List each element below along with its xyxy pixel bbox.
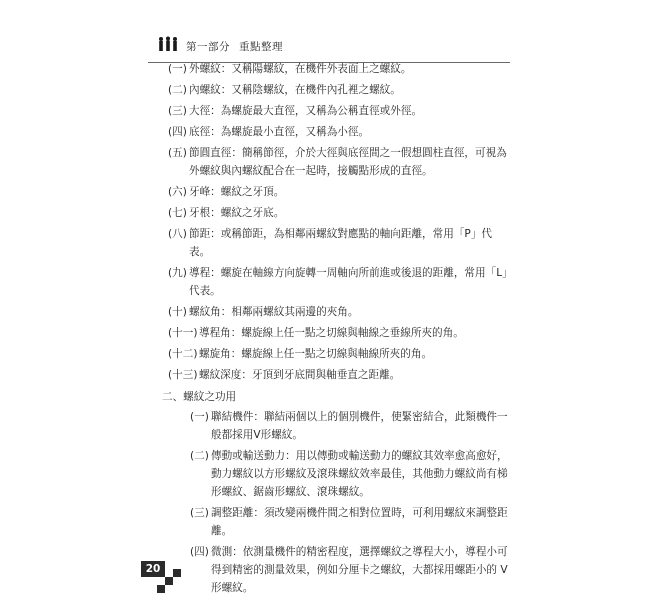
- header-part: 第一部分: [186, 41, 230, 53]
- section-heading: 二、螺紋之功用: [162, 391, 237, 403]
- item-text: 節距：或稱節距，為相鄰兩螺紋對應點的軸向距離，常用「P」代表。: [189, 228, 493, 258]
- decorative-square: [165, 577, 173, 585]
- header-text: [186, 39, 283, 54]
- list-item: [190, 543, 508, 597]
- list-item: [168, 324, 508, 342]
- item-text: 牙根：螺紋之牙底。: [189, 207, 285, 219]
- list-item: [190, 408, 508, 444]
- item-text: 聯結機件：聯結兩個以上的個別機件，使緊密結合，此類機件一般都採用V形螺紋。: [211, 411, 508, 441]
- people-icon: [158, 36, 178, 52]
- list-item: [168, 204, 508, 222]
- item-text: 內螺紋：又稱陰螺紋，在機件內孔裡之螺紋。: [189, 84, 401, 96]
- item-number: (八): [168, 228, 187, 240]
- item-number: (十一): [168, 327, 198, 339]
- header-title: 重點整理: [239, 41, 283, 53]
- list-item: [168, 102, 508, 120]
- item-number: (十): [168, 306, 187, 318]
- item-text: 導程：螺旋在軸線方向旋轉一周軸向所前進或後退的距離，常用「L」代表。: [189, 267, 508, 297]
- item-number: (四): [168, 126, 187, 138]
- list-item: [168, 303, 508, 321]
- item-number: (二): [190, 450, 209, 462]
- item-text: 大徑：為螺旋最大直徑，又稱為公稱直徑或外徑。: [189, 105, 423, 117]
- item-text: 調整距離：須改變兩機件間之相對位置時，可利用螺紋來調整距離。: [211, 507, 508, 537]
- item-text: 節圓直徑：簡稱節徑，介於大徑與底徑間之一假想圓柱直徑，可視為外螺紋與內螺紋配合在一起時，接觸點形成的直徑。: [189, 147, 507, 177]
- item-number: (五): [168, 147, 187, 159]
- item-text: 牙峰：螺紋之牙頂。: [189, 186, 285, 198]
- page-header: [148, 26, 510, 63]
- item-number: (四): [190, 546, 209, 558]
- list-item: [190, 504, 508, 540]
- page-number: 20: [141, 561, 165, 577]
- item-text: 底徑：為螺旋最小直徑，又稱為小徑。: [189, 126, 370, 138]
- item-number: (十二): [168, 348, 198, 360]
- item-number: (七): [168, 207, 187, 219]
- list-item: [168, 366, 508, 384]
- item-number: (三): [168, 105, 187, 117]
- item-number: (十三): [168, 369, 198, 381]
- item-text: 螺紋角：相鄰兩螺紋其兩邊的夾角。: [189, 306, 359, 318]
- item-number: (一): [168, 63, 187, 75]
- list-item: [168, 60, 508, 78]
- decorative-square: [173, 569, 181, 577]
- item-number: (一): [190, 411, 209, 423]
- section-thread-terms: [168, 60, 508, 384]
- page-content: [162, 60, 508, 600]
- list-item: [168, 123, 508, 141]
- item-text: 導程角：螺旋線上任一點之切線與軸線之垂線所夾的角。: [199, 327, 464, 339]
- item-number: (二): [168, 84, 187, 96]
- item-text: 外螺紋：又稱陽螺紋，在機件外表面上之螺紋。: [189, 63, 412, 75]
- list-item: [168, 81, 508, 99]
- item-number: (六): [168, 186, 187, 198]
- list-item: [168, 264, 508, 300]
- item-text: 螺紋深度：牙頂到牙底間與軸垂直之距離。: [199, 369, 401, 381]
- list-item: [168, 345, 508, 363]
- list-item: [168, 225, 508, 261]
- list-item: [168, 183, 508, 201]
- decorative-square: [157, 585, 165, 593]
- list-item: [190, 447, 508, 501]
- item-number: (三): [190, 507, 209, 519]
- item-text: 微測：依測量機件的精密程度，選擇螺紋之導程大小，導程小可得到精密的測量效果，例如分厘卡之螺紋，大都採用螺距小的 V 形螺紋。: [211, 546, 508, 594]
- item-text: 傳動或輸送動力：用以傳動或輸送動力的螺紋其效率愈高愈好，動力螺紋以方形螺紋及滾珠螺紋效率最佳，其他動力螺紋尚有梯形螺紋、鋸齒形螺紋、滾珠螺紋。: [211, 450, 508, 498]
- item-number: (九): [168, 267, 187, 279]
- item-text: 螺旋角：螺旋線上任一點之切線與軸線所夾的角。: [199, 348, 433, 360]
- section-thread-functions: [168, 408, 508, 597]
- list-item: [168, 144, 508, 180]
